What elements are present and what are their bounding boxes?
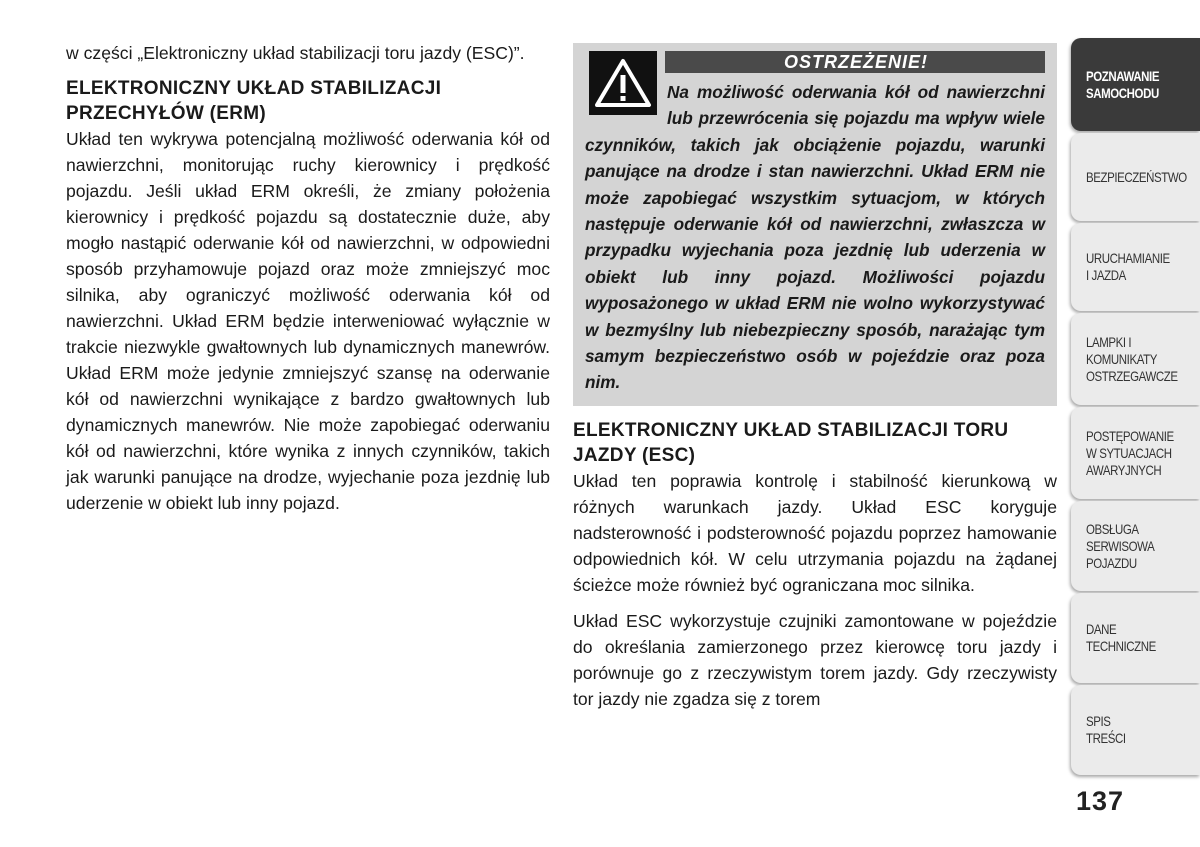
erm-body: Układ ten wykrywa potencjalną możliwość oderwania kół od nawierzchni, monitorując ruchy kierownicy i prędkość pojazdu. Jeśli układ ERM określi, że zmiany położenia kierownicy i prędkość pojazdu są dostatecznie duże, aby mogło nastąpić oderwanie kół od nawierzchni, w odpowiedni sposób przyhamowuje pojazd oraz może zmniejszyć moc silnika, aby ograniczyć możliwość oderwania kół od nawierzchni. Układ ERM będzie interweniować wyłącznie w trakcie niezwykle gwałtownych lub dynamicznych manewrów. Układ ERM może jedynie zmniejszyć szansę na oderwanie kół od nawierzchni wynikające z bardzo gwałtownych lub dynamicznych manewrów. Nie może zapobiegać oderwaniu kół od nawierzchni, które wynika z innych czynników, takich jak warunki panujące na drodze, wyjechanie poza jezdnię lub uderzenie w obiekt lub inny pojazd.	[66, 129, 550, 513]
tab-obsluga-serwisowa[interactable]: OBSŁUGA SERWISOWA POJAZDU	[1071, 501, 1200, 591]
tab-uruchamianie-i-jazda[interactable]: URUCHAMIANIE I JAZDA	[1071, 223, 1200, 311]
tab-dane-techniczne[interactable]: DANE TECHNICZNE	[1071, 593, 1200, 683]
warning-text: Na możliwość oderwania kół od nawierzchni lub przewrócenia się pojazdu ma wpływ wiele czynników, takich jak obciążenie pojazdu, warunki panujące na drodze i stan nawierzchni. Układ ERM nie może zapobiegać wszystkim sytuacjom, w których następuje oderwanie kół od nawierzchni, zwłaszcza w przypadku wyjechania poza jezdnię lub uderzenia w obiekt lub inny pojazd. Możliwości pojazdu wyposażonego w układ ERM nie wolno wykorzystywać w bezmyślny lub niebezpieczny sposób, narażając tym samym bezpieczeństwo osób w pojeździe oraz poza nim.	[585, 82, 1045, 393]
esc-para-2: Układ ESC wykorzystuje czujniki zamontowane w pojeździe do określania zamierzonego przez kierowcę toru jazdy i porównuje go z rzeczywistym torem jazdy. Gdy rzeczywisty tor jazdy nie zgadza się z torem	[573, 610, 1057, 709]
left-column	[66, 40, 550, 516]
tab-lampki-i-komunikaty[interactable]: LAMPKI I KOMUNIKATY OSTRZEGAWCZE	[1071, 313, 1200, 405]
erm-heading: ELEKTRONICZNY UKŁAD STABILIZACJI PRZECHYŁÓW (ERM)	[66, 78, 442, 124]
tab-bezpieczenstwo[interactable]: BEZPIECZEŃSTWO	[1071, 133, 1200, 221]
tab-postepowanie-awaryjne[interactable]: POSTĘPOWANIE W SYTUACJACH AWARYJNYCH	[1071, 407, 1200, 499]
warning-triangle-icon	[589, 51, 657, 115]
page-number: 137	[1076, 786, 1125, 816]
right-column	[573, 43, 1057, 712]
tab-spis-tresci[interactable]: SPIS TREŚCI	[1071, 685, 1200, 775]
intro-text: w części „Elektroniczny układ stabilizacji toru jazdy (ESC)”.	[66, 43, 525, 63]
tab-poznawanie-samochodu[interactable]: POZNAWANIE SAMOCHODU	[1071, 38, 1200, 131]
esc-heading: ELEKTRONICZNY UKŁAD STABILIZACJI TORU JAZDY (ESC)	[573, 419, 1009, 466]
esc-para-1: Układ ten poprawia kontrolę i stabilność kierunkową w różnych warunkach jazdy. Układ ESC koryguje nadsterowność i podsterowność pojazdu poprzez hamowanie odpowiednich kół. W celu utrzymania pojazdu na żądanej ścieżce może również być ograniczana moc silnika.	[573, 470, 1057, 595]
warning-box	[573, 43, 1057, 406]
warning-title: OSTRZEŻENIE!	[665, 51, 1045, 73]
